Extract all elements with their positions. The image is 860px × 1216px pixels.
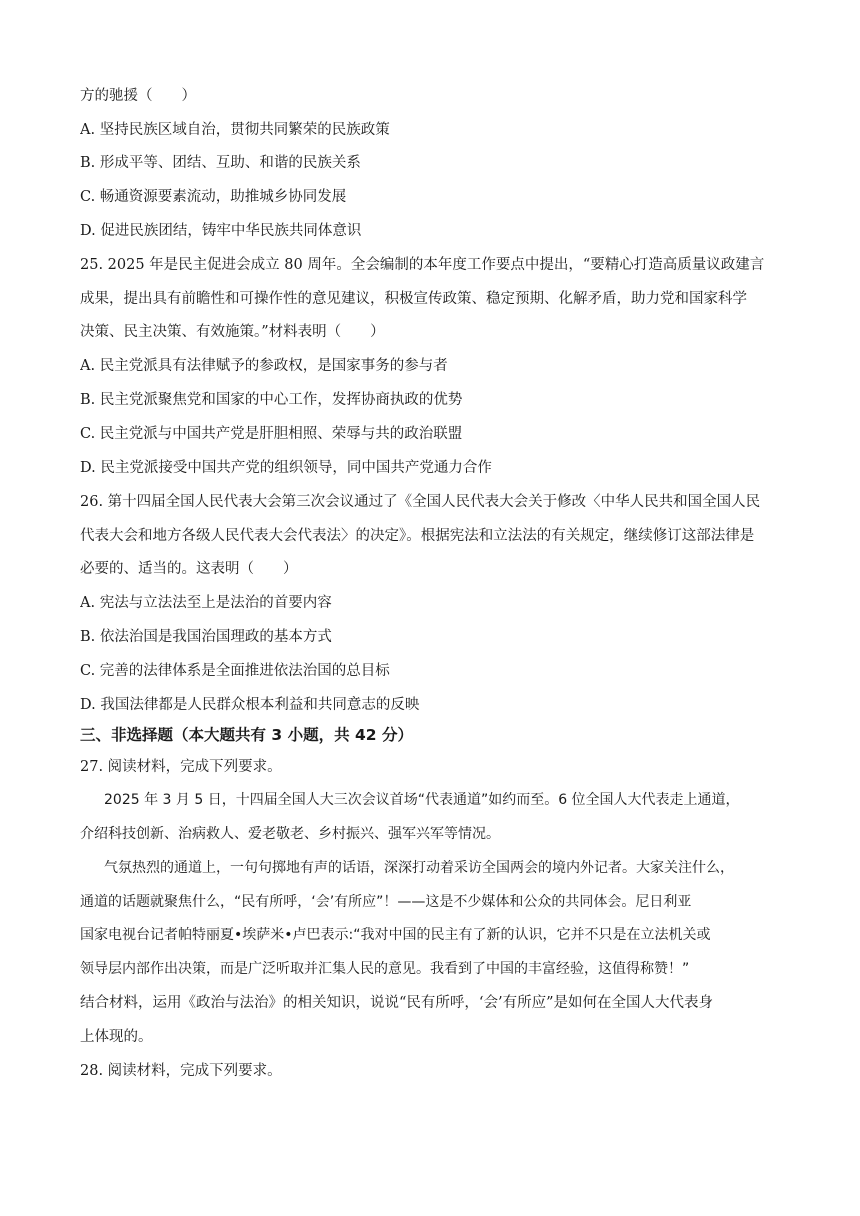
q27-material-p2-line-1: 气氛热烈的通道上，一句句掷地有声的话语，深深打动着采访全国两会的境内外记者。大家关注什么， (104, 860, 734, 876)
q26-stem-line-2: 代表大会和地方各级人民代表大会代表法〉的决定》。根据宪法和立法法的有关规定，继续修订这部法律是 (80, 528, 755, 544)
q24-option-a: A. 坚持民族区域自治，贯彻共同繁荣的民族政策 (80, 122, 390, 138)
q25-option-d: D. 民主党派接受中国共产党的组织领导，同中国共产党通力合作 (80, 460, 492, 476)
q25-option-a: A. 民主党派具有法律赋予的参政权，是国家事务的参与者 (80, 358, 448, 374)
q25-stem-line-1: 25. 2025 年是民主促进会成立 80 周年。全会编制的本年度工作要点中提出，“要精心打造高质量议政建言 (80, 257, 765, 273)
q26-option-b: B. 依法治国是我国治国理政的基本方式 (80, 629, 332, 645)
q24-stem-tail: 方的驰援（ ） (80, 88, 196, 104)
q27-requirement-line-2: 上体现的。 (80, 1029, 153, 1045)
q26-option-d: D. 我国法律都是人民群众根本利益和共同意志的反映 (80, 697, 420, 713)
q27-requirement-line-1: 结合材料，运用《政治与法治》的相关知识，说说“民有所呼，‘会’有所应”是如何在全国人大代表身 (80, 995, 714, 1011)
q26-stem-line-1: 26. 第十四届全国人民代表大会第三次会议通过了《全国人民代表大会关于修改〈中华人民共和国全国人民 (80, 494, 761, 510)
q27-intro: 27. 阅读材料，完成下列要求。 (80, 759, 282, 775)
q26-option-a: A. 宪法与立法法至上是法治的首要内容 (80, 595, 332, 611)
q27-material-p1-line-2: 介绍科技创新、治病救人、爱老敬老、乡村振兴、强军兴军等情况。 (80, 826, 500, 842)
q28-intro: 28. 阅读材料，完成下列要求。 (80, 1063, 282, 1079)
q27-material-p1-line-1: 2025 年 3 月 5 日，十四届全国人大三次会议首场“代表通道”如约而至。6 位全国人大代表走上通道， (104, 792, 740, 808)
q24-option-c: C. 畅通资源要素流动，助推城乡协同发展 (80, 189, 347, 205)
section-heading: 三、非选择题（本大题共有 3 小题，共 42 分） (80, 726, 413, 744)
q26-option-c: C. 完善的法律体系是全面推进依法治国的总目标 (80, 663, 390, 679)
q25-option-b: B. 民主党派聚焦党和国家的中心工作，发挥协商执政的优势 (80, 392, 463, 408)
q25-stem-line-3: 决策、民主决策、有效施策。”材料表明（ ） (80, 324, 385, 340)
q25-stem-line-2: 成果，提出具有前瞻性和可操作性的意见建议，积极宣传政策、稳定预期、化解矛盾，助力党和国家科学 (80, 291, 747, 307)
q24-option-b: B. 形成平等、团结、互助、和谐的民族关系 (80, 155, 361, 171)
q27-material-p2-line-3: 国家电视台记者帕特丽夏•埃萨米•卢巴表示:“我对中国的民主有了新的认识，它并不只是在立法机关或 (80, 927, 711, 943)
q26-stem-line-3: 必要的、适当的。这表明（ ） (80, 561, 298, 577)
q27-material-p2-line-2: 通道的话题就聚焦什么，“民有所呼，‘会’有所应”！——这是不少媒体和公众的共同体会。尼日利亚 (80, 894, 692, 910)
q24-option-d: D. 促进民族团结，铸牢中华民族共同体意识 (80, 223, 362, 239)
q25-option-c: C. 民主党派与中国共产党是肝胆相照、荣辱与共的政治联盟 (80, 426, 463, 442)
q27-material-p2-line-4: 领导层内部作出决策，而是广泛听取并汇集人民的意见。我看到了中国的丰富经验，这值得称赞！” (80, 961, 690, 977)
